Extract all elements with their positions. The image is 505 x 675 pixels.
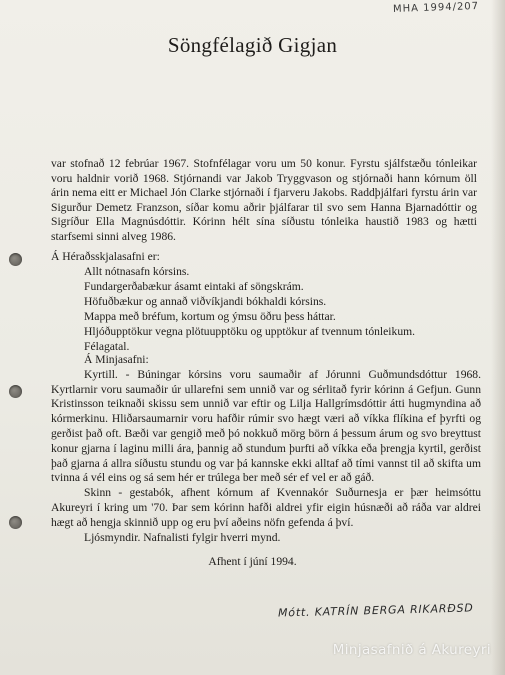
document-title: Söngfélagið Gigjan: [167, 33, 338, 57]
archive-item: Allt nótnasafn kórsins.: [84, 265, 190, 278]
page-edge-shadow: [491, 0, 505, 675]
archive-item: Félagatal.: [84, 340, 130, 353]
punch-hole: [9, 253, 22, 266]
museum-heading: Á Minjasafni:: [84, 353, 149, 366]
handwritten-catalog-number: MHA 1994/207: [392, 0, 480, 15]
handwritten-signature: Mótt. KATRÍN BERGA RIKARÐSD: [277, 601, 474, 620]
archive-item: Mappa með bréfum, kortum og ýmsu öðru þess háttar.: [84, 310, 336, 323]
handover-date: Afhent í júní 1994.: [208, 555, 297, 568]
archive-item: Höfuðbækur og annað viðvíkjandi bókhaldi kórsins.: [84, 295, 327, 308]
intro-paragraph: var stofnað 12 febrúar 1967. Stofnfélagar voru um 50 konur. Fyrstu sjálfstæðu tónleikar voru haldnir vorið 1968. Stjórnandi var Jakob Tryggvason og stjórnaði hann kórnum öll árin nema eitt er Michael Jón Clarke stjórnaði í fjarveru Jakobs. Raddþjálfari fyrstu árin var Sigurður Demetz Franzson, síðar komu aðrir þjálfarar til svo sem Hanna Bjarnadóttir og Sigríður Ella Magnúsdóttir. Kórinn hélt sína síðustu tónleika haustið 1983 og hætti starfsemi sinni alveg 1986.: [51, 157, 477, 243]
museum-section: [51, 353, 481, 545]
watermark: Minjasafnið á Akureyri: [332, 642, 491, 658]
archive-item: Hljóðupptökur vegna plötuupptöku og upptökur af tvennum tónleikum.: [84, 325, 416, 338]
archive-item: Fundargerðabækur ásamt eintaki af söngskrám.: [84, 280, 304, 293]
museum-paragraph: Ljósmyndir. Nafnalisti fylgir hverri mynd.: [84, 530, 281, 544]
museum-paragraph: Skinn - gestabók, afhent kórnum af Kvennakór Suðurnesja er þær heimsóttu Akureyri í kring um '70. Þar sem kórinn hafði aldrei yfir eigin húsnæði að ráða var aldrei hægt að hengja skinnið upp og eru því aðeins nöfn gefenda á því.: [51, 486, 481, 529]
punch-hole: [9, 385, 22, 398]
museum-paragraph: Kyrtill. - Búningar kórsins voru saumaðir af Jórunni Guðmundsdóttur 1968. Kyrtlarnir voru saumaðir úr ullarefni sem unnið var og sérlitað fyrir kórinn á Gefjun. Gunn Kristinsson teiknaði skissu sem unnið var eftir og Lilja Hallgrímsdóttir átti hugmyndina að kórmerkinu. Hliðarsaumarnir voru hafðir rúmir svo hægt væri að víkka flíkina ef þyrfti og gerðist það oft. Bæði var gengið með þó nokkuð mörg börn á þessum árum og svo breyttust konur gjarna í laginu milli ára, þannig að stundum þurfti að víkka eða þrengja kyrtil, gerðist það gjarna á allra síðustu stundu og var þá kannske ekki alltaf að tími vannst til að skifta um tvinna á vél eins og sá sem hér er trúlega ber með sér ef vel er að gáð.: [51, 367, 481, 485]
punch-hole: [9, 516, 22, 529]
archive-heading: Á Héraðsskjalasafni er:: [51, 250, 160, 263]
archive-section: [51, 249, 481, 354]
